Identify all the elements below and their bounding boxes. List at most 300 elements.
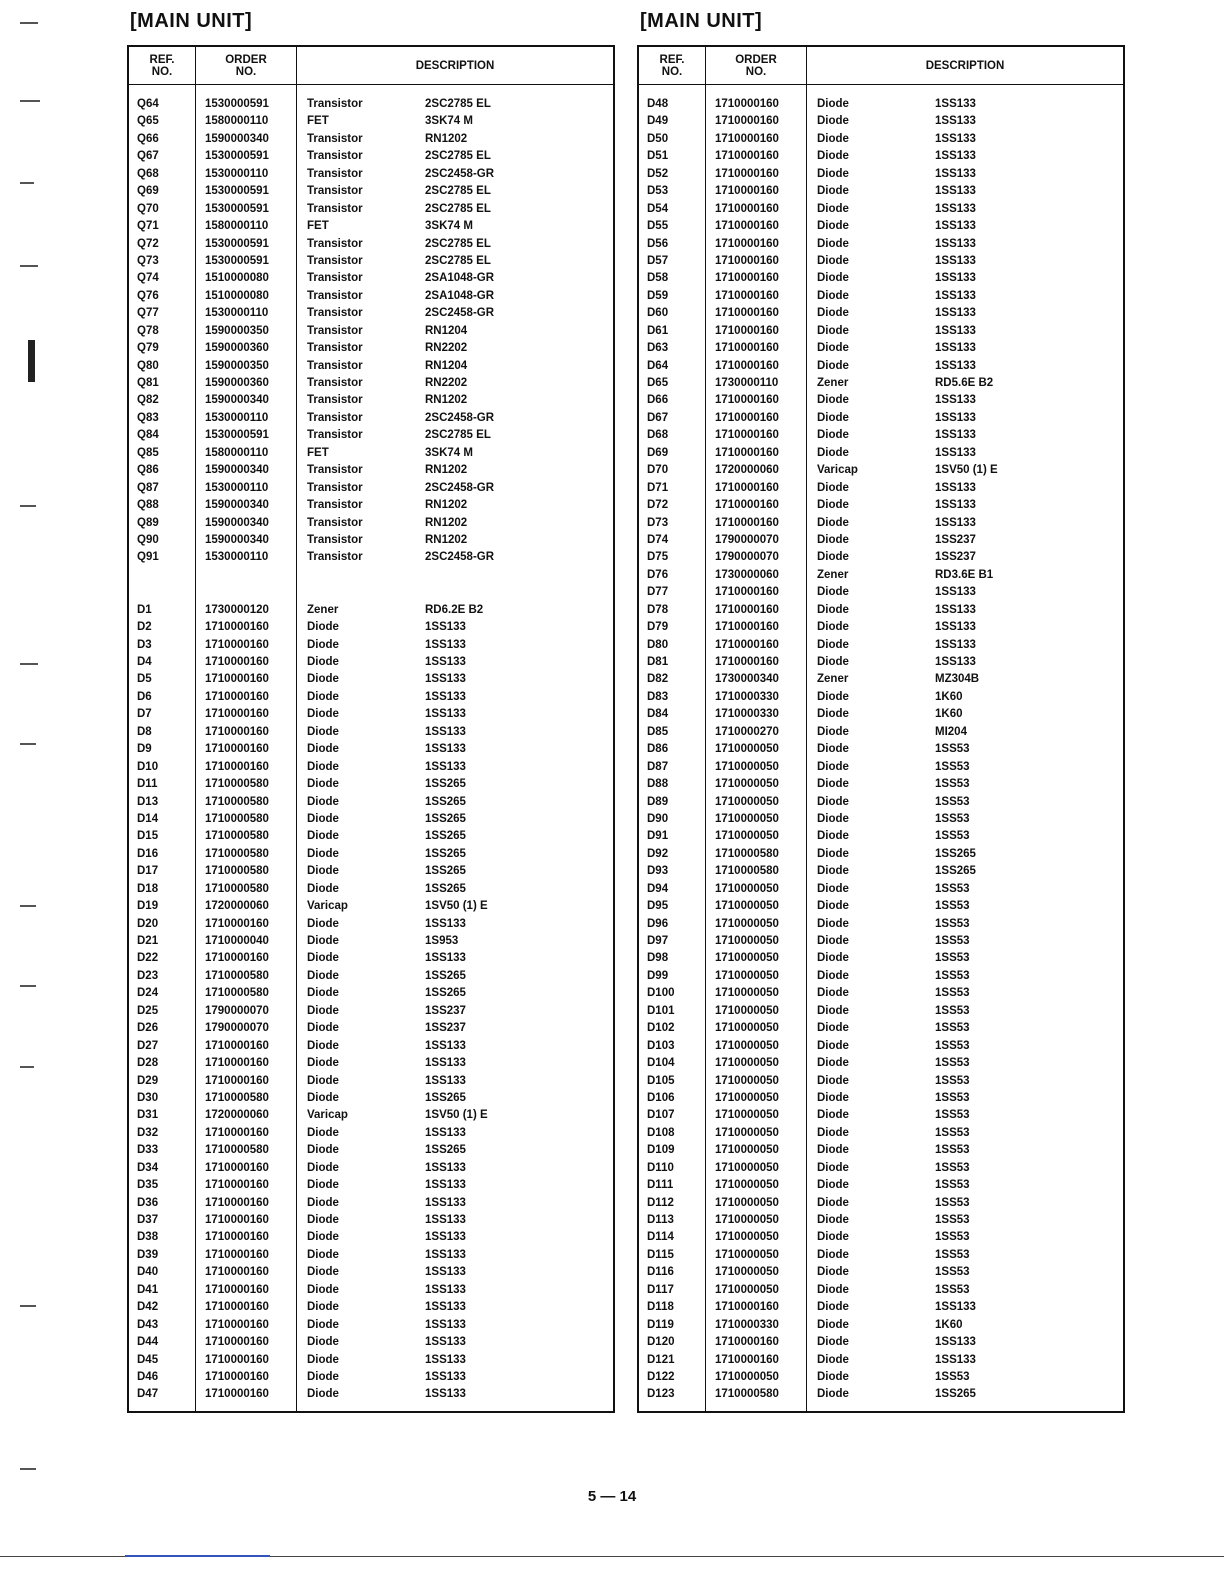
part-number-cell: 1SS265	[935, 1388, 976, 1401]
part-number-cell: 1SS133	[425, 1301, 466, 1314]
part-type-cell: Diode	[817, 586, 849, 599]
part-type-cell: Diode	[307, 1388, 339, 1401]
ref-no-cell: Q74	[137, 272, 159, 285]
ref-no-cell: Q67	[137, 150, 159, 163]
part-type-cell: Diode	[307, 1248, 339, 1261]
table-row	[129, 1352, 613, 1369]
table-row	[639, 113, 1123, 130]
order-no-cell: 1710000160	[205, 621, 269, 634]
table-row	[639, 741, 1123, 758]
ref-no-cell: D80	[647, 638, 669, 651]
part-number-cell: 1SS53	[935, 1144, 970, 1157]
ref-no-cell: D45	[137, 1353, 159, 1366]
part-type-cell: Diode	[307, 1039, 339, 1052]
part-type-cell: Diode	[817, 1022, 849, 1035]
order-no-cell: 1730000120	[205, 603, 269, 616]
ref-no-cell: D33	[137, 1144, 159, 1157]
ref-no-cell: D85	[647, 725, 669, 738]
description-header: DESCRIPTION	[925, 59, 1005, 72]
table-row	[129, 916, 613, 933]
part-number-cell: 1SS133	[425, 1057, 466, 1070]
margin-mark	[20, 663, 38, 665]
part-type-cell: Transistor	[307, 202, 363, 215]
margin-mark	[20, 22, 38, 24]
part-number-cell: 3SK74 M	[425, 220, 473, 233]
part-type-cell: Diode	[817, 1336, 849, 1349]
table-row	[639, 863, 1123, 880]
table-row	[129, 392, 613, 409]
ref-no-cell: D86	[647, 743, 669, 756]
table-row	[639, 1125, 1123, 1142]
part-number-cell: 1SS53	[935, 952, 970, 965]
ref-no-cell: D53	[647, 185, 669, 198]
order-no-cell: 1710000050	[715, 812, 779, 825]
table-row	[129, 253, 613, 270]
part-type-cell: Diode	[307, 1301, 339, 1314]
part-type-cell: Diode	[307, 1196, 339, 1209]
ref-no-cell: Q69	[137, 185, 159, 198]
ref-no-cell: D17	[137, 865, 159, 878]
part-type-cell: FET	[307, 220, 329, 233]
order-no-cell: 1790000070	[205, 1022, 269, 1035]
part-type-cell: Transistor	[307, 342, 363, 355]
order-no-cell: 1530000110	[205, 167, 269, 180]
part-type-cell: Diode	[817, 725, 849, 738]
ref-no-cell: Q78	[137, 324, 159, 337]
ref-no-cell: D77	[647, 586, 669, 599]
ref-no-cell: D13	[137, 795, 159, 808]
ref-no-cell: Q77	[137, 307, 159, 320]
part-type-cell: Diode	[307, 1074, 339, 1087]
ref-no-cell: D76	[647, 568, 669, 581]
order-no-cell: 1710000160	[715, 516, 779, 529]
part-type-cell: Diode	[817, 551, 849, 564]
order-no-cell: 1580000110	[205, 446, 269, 459]
part-type-cell: Diode	[307, 1161, 339, 1174]
ref-no-cell: D106	[647, 1091, 675, 1104]
ref-no-cell: D116	[647, 1266, 674, 1279]
right-parts-table	[637, 45, 1125, 1413]
part-type-cell: Diode	[307, 708, 339, 721]
table-row	[639, 724, 1123, 741]
order-no-cell: 1580000110	[205, 220, 269, 233]
part-number-cell: 1SS133	[425, 1248, 466, 1261]
part-type-cell: Diode	[817, 917, 849, 930]
part-type-cell: Diode	[307, 830, 339, 843]
order-no-cell: 1710000050	[715, 952, 779, 965]
part-number-cell: RN1202	[425, 499, 468, 512]
order-no-cell: 1710000160	[205, 1353, 269, 1366]
part-type-cell: Diode	[817, 690, 849, 703]
table-row	[639, 1247, 1123, 1264]
part-number-cell: 1SS133	[935, 167, 976, 180]
table-row	[129, 863, 613, 880]
order-no-cell: 1710000040	[205, 935, 269, 947]
part-number-cell: 1SS265	[425, 795, 466, 808]
table-row	[639, 1038, 1123, 1055]
order-no-cell: 1710000580	[715, 865, 779, 878]
part-type-cell: Diode	[817, 1179, 849, 1192]
ref-no-cell: D123	[647, 1388, 675, 1401]
order-no-cell: 1710000050	[715, 987, 779, 1000]
table-row	[129, 340, 613, 357]
table-row	[639, 846, 1123, 863]
order-no-cell: 1710000160	[205, 1214, 269, 1226]
order-no-cell: 1710000160	[205, 917, 269, 930]
ref-no-cell: D24	[137, 987, 159, 1000]
table-row	[639, 985, 1123, 1002]
order-no-cell: 1590000340	[205, 132, 269, 145]
part-number-cell: 1SS133	[935, 586, 976, 599]
ref-no-cell: D95	[647, 900, 669, 913]
order-no-cell: 1710000160	[715, 621, 779, 634]
table-row	[639, 497, 1123, 514]
part-number-cell: 1SS53	[935, 935, 970, 947]
table-row	[639, 1160, 1123, 1177]
order-no-cell: 1710000160	[715, 342, 779, 355]
order-no-cell: 1720000060	[205, 900, 269, 913]
ref-no-cell: D51	[647, 150, 669, 163]
ref-no-cell: Q76	[137, 289, 159, 302]
ref-no-cell: D67	[647, 411, 669, 424]
table-row	[129, 323, 613, 340]
part-number-cell: 1SS133	[935, 1336, 976, 1349]
part-number-cell: 1SS265	[935, 865, 976, 878]
part-type-cell: Transistor	[307, 289, 363, 302]
part-type-cell: Diode	[817, 1370, 849, 1383]
part-number-cell: 1SS133	[425, 1283, 466, 1296]
order-no-cell: 1710000160	[715, 324, 779, 337]
part-number-cell: 1SS133	[935, 516, 976, 529]
order-no-cell: 1530000591	[205, 202, 269, 215]
table-row	[639, 759, 1123, 776]
order-no-cell: 1730000060	[715, 568, 779, 581]
table-row	[639, 340, 1123, 357]
order-no-cell: 1710000050	[715, 1144, 779, 1157]
order-no-cell: 1710000160	[715, 185, 779, 198]
part-type-cell: Transistor	[307, 359, 363, 372]
table-row	[639, 706, 1123, 723]
table-row	[129, 846, 613, 863]
part-number-cell: RN1202	[425, 533, 468, 546]
part-number-cell: RN1202	[425, 464, 468, 477]
ref-no-cell: D10	[137, 760, 159, 773]
ref-no-cell: D23	[137, 969, 159, 982]
table-row	[129, 480, 613, 497]
order-no-cell: 1710000580	[205, 795, 269, 808]
table-row	[639, 794, 1123, 811]
order-no-cell: 1710000160	[205, 725, 269, 738]
part-number-cell: 1SS53	[935, 760, 970, 773]
ref-no-cell: D50	[647, 132, 669, 145]
order-no-cell: 1710000580	[205, 830, 269, 843]
order-no-cell: 1710000160	[715, 237, 779, 250]
ref-no-cell: Q80	[137, 359, 159, 372]
ref-no-cell: D48	[647, 98, 669, 110]
table-row	[639, 1003, 1123, 1020]
part-number-cell: RN2202	[425, 342, 468, 355]
table-row	[639, 811, 1123, 828]
order-no-cell: 1710000160	[715, 272, 779, 285]
ref-no-cell: D109	[647, 1144, 675, 1157]
table-row	[129, 654, 613, 671]
table-row	[129, 1003, 613, 1020]
table-row	[639, 619, 1123, 636]
part-type-cell: Diode	[817, 935, 849, 947]
table-row	[129, 410, 613, 427]
order-no-cell: 1710000330	[715, 690, 779, 703]
part-number-cell: 1SS133	[935, 132, 976, 145]
ref-no-cell: D25	[137, 1004, 159, 1017]
order-no-header: ORDER NO.	[735, 53, 777, 78]
table-row	[129, 1195, 613, 1212]
part-number-cell: 1SV50 (1) E	[425, 900, 488, 913]
table-row	[639, 445, 1123, 462]
part-type-cell: Transistor	[307, 499, 363, 512]
margin-mark	[20, 743, 36, 745]
table-row	[129, 1369, 613, 1386]
table-row	[129, 671, 613, 688]
part-number-cell: RN1204	[425, 359, 468, 372]
ref-no-cell: D6	[137, 690, 152, 703]
table-row	[129, 201, 613, 218]
part-type-cell: Diode	[817, 708, 849, 721]
table-row	[639, 1020, 1123, 1037]
ref-no-cell: D117	[647, 1283, 674, 1296]
part-type-cell: Transistor	[307, 307, 363, 320]
part-type-cell: Diode	[817, 1318, 849, 1331]
header-divider	[639, 84, 806, 85]
table-row	[129, 1247, 613, 1264]
part-number-cell: 2SA1048-GR	[425, 289, 495, 302]
part-type-cell: Diode	[817, 516, 849, 529]
ref-no-cell: D84	[647, 708, 669, 721]
ref-no-cell: D122	[647, 1370, 675, 1383]
table-row	[639, 358, 1123, 375]
ref-no-cell: D41	[137, 1283, 159, 1296]
order-no-cell: 1710000160	[205, 1057, 269, 1070]
ref-no-cell: D100	[647, 987, 675, 1000]
order-no-cell: 1710000160	[205, 760, 269, 773]
part-type-cell: Diode	[307, 1231, 339, 1244]
ref-no-cell: D8	[137, 725, 152, 738]
part-number-cell: 2SC2785 EL	[425, 237, 491, 250]
part-number-cell: 1SS133	[425, 621, 466, 634]
table-row	[639, 602, 1123, 619]
order-no-cell: 1710000050	[715, 760, 779, 773]
ref-no-cell: D118	[647, 1301, 674, 1314]
part-type-cell: Diode	[817, 394, 849, 407]
table-row	[639, 323, 1123, 340]
table-row	[129, 1299, 613, 1316]
part-type-cell: Transistor	[307, 324, 363, 337]
part-number-cell: 2SC2785 EL	[425, 98, 491, 110]
part-number-cell: 1SS265	[935, 847, 976, 860]
ref-no-cell: D88	[647, 778, 669, 791]
ref-no-cell: D4	[137, 656, 152, 668]
order-no-cell: 1710000160	[715, 220, 779, 233]
part-type-cell: Diode	[307, 969, 339, 982]
part-type-cell: Diode	[307, 812, 339, 825]
part-type-cell: Diode	[817, 342, 849, 355]
part-type-cell: Diode	[817, 656, 849, 668]
table-row	[129, 1229, 613, 1246]
ref-no-cell: D89	[647, 795, 669, 808]
table-row	[129, 898, 613, 915]
table-row	[639, 375, 1123, 392]
order-no-cell: 1710000050	[715, 1283, 779, 1296]
part-number-cell: 1SS53	[935, 987, 970, 1000]
part-type-cell: Diode	[817, 621, 849, 634]
part-number-cell: 1SS265	[425, 830, 466, 843]
part-type-cell: Diode	[817, 952, 849, 965]
part-type-cell: Zener	[817, 377, 849, 389]
part-number-cell: 1SS53	[935, 830, 970, 843]
ref-no-cell: Q64	[137, 98, 159, 110]
part-number-cell: 1SS133	[425, 690, 466, 703]
table-row	[129, 218, 613, 235]
part-type-cell: Transistor	[307, 98, 363, 110]
ref-no-cell: D79	[647, 621, 669, 634]
part-number-cell: 1SS53	[935, 1074, 970, 1087]
part-number-cell: 1SS133	[425, 952, 466, 965]
part-type-cell: Diode	[307, 1318, 339, 1331]
part-number-cell: 1SS133	[425, 656, 466, 668]
part-number-cell: RN1202	[425, 516, 468, 529]
table-row	[639, 567, 1123, 584]
order-no-cell: 1710000160	[715, 98, 779, 110]
order-no-cell: 1710000160	[715, 115, 779, 128]
table-row	[639, 253, 1123, 270]
part-type-cell: Diode	[817, 987, 849, 1000]
order-no-cell: 1710000160	[715, 394, 779, 407]
part-type-cell: Diode	[817, 1301, 849, 1314]
order-no-cell: 1710000160	[205, 1388, 269, 1401]
order-no-cell: 1710000580	[205, 1144, 269, 1157]
ref-no-cell: D38	[137, 1231, 159, 1244]
order-no-cell: 1710000160	[205, 743, 269, 756]
ref-no-cell: D21	[137, 935, 159, 947]
part-number-cell: 1SS265	[425, 987, 466, 1000]
ref-no-cell: D37	[137, 1214, 159, 1226]
ref-no-header: REF. NO.	[659, 53, 685, 78]
ref-no-cell: D54	[647, 202, 669, 215]
part-number-cell: 1SS53	[935, 1266, 970, 1279]
part-type-cell: Varicap	[817, 464, 858, 477]
part-type-cell: Diode	[307, 1370, 339, 1383]
part-type-cell: Diode	[307, 917, 339, 930]
part-number-cell: 1SS133	[425, 708, 466, 721]
ref-no-cell: D121	[647, 1353, 675, 1366]
part-type-cell: Transistor	[307, 132, 363, 145]
ref-no-cell: D120	[647, 1336, 675, 1349]
table-row	[639, 305, 1123, 322]
order-no-cell: 1530000591	[205, 150, 269, 163]
margin-mark	[20, 100, 40, 102]
part-number-cell: 1SS133	[425, 1266, 466, 1279]
ref-no-cell: D101	[647, 1004, 675, 1017]
ref-no-cell: D7	[137, 708, 152, 721]
part-type-cell: Diode	[307, 1266, 339, 1279]
table-row	[129, 270, 613, 287]
part-number-cell: 2SC2458-GR	[425, 551, 495, 564]
ref-no-cell: D26	[137, 1022, 159, 1035]
bottom-accent	[125, 1555, 270, 1557]
order-no-cell: 1710000160	[715, 359, 779, 372]
ref-no-cell: D27	[137, 1039, 159, 1052]
part-type-cell: Diode	[817, 1231, 849, 1244]
order-no-cell: 1710000160	[715, 411, 779, 424]
order-no-cell: 1710000160	[715, 656, 779, 668]
part-number-cell: 1SS53	[935, 900, 970, 913]
table-row	[129, 113, 613, 130]
table-row	[129, 881, 613, 898]
table-row	[129, 985, 613, 1002]
ref-no-cell: D91	[647, 830, 669, 843]
table-row	[639, 1334, 1123, 1351]
table-row	[129, 549, 613, 566]
order-no-cell: 1710000160	[715, 638, 779, 651]
order-no-cell: 1710000160	[715, 586, 779, 599]
table-row	[129, 1073, 613, 1090]
part-number-cell: 1SS133	[935, 1353, 976, 1366]
ref-no-cell: D64	[647, 359, 669, 372]
table-row	[639, 218, 1123, 235]
table-row	[639, 1352, 1123, 1369]
part-number-cell: 1SS237	[425, 1022, 466, 1035]
part-number-cell: 1SS53	[935, 743, 970, 756]
part-type-cell: Transistor	[307, 150, 363, 163]
ref-no-cell: D102	[647, 1022, 675, 1035]
order-no-cell: 1710000160	[205, 1231, 269, 1244]
part-type-cell: Diode	[817, 167, 849, 180]
table-row	[129, 1125, 613, 1142]
part-number-cell: 1SS133	[935, 603, 976, 616]
part-number-cell: 1SS133	[425, 743, 466, 756]
part-number-cell: 2SA1048-GR	[425, 272, 495, 285]
order-no-cell: 1710000050	[715, 1004, 779, 1017]
part-type-cell: Diode	[817, 743, 849, 756]
ref-no-cell: Q82	[137, 394, 159, 407]
part-number-cell: 1SS133	[425, 1126, 466, 1139]
table-row	[639, 515, 1123, 532]
order-no-cell: 1710000160	[715, 1353, 779, 1366]
ref-no-cell: Q91	[137, 551, 159, 564]
part-type-cell: Diode	[307, 725, 339, 738]
order-no-cell: 1530000591	[205, 429, 269, 442]
part-number-cell: 1SS133	[425, 1231, 466, 1244]
order-no-cell: 1590000340	[205, 533, 269, 546]
table-row	[639, 654, 1123, 671]
table-row	[129, 584, 613, 601]
part-number-cell: 1SS133	[935, 307, 976, 320]
order-no-cell: 1710000050	[715, 1248, 779, 1261]
part-number-cell: 1SS133	[425, 1179, 466, 1192]
ref-no-cell: D42	[137, 1301, 159, 1314]
ref-no-cell: D35	[137, 1179, 159, 1192]
order-no-cell: 1710000160	[205, 952, 269, 965]
part-number-cell: 1SS53	[935, 812, 970, 825]
part-number-cell: 1SS133	[935, 394, 976, 407]
table-row	[639, 392, 1123, 409]
table-row	[129, 741, 613, 758]
order-no-cell: 1710000160	[205, 1126, 269, 1139]
part-number-cell: 2SC2785 EL	[425, 150, 491, 163]
part-type-cell: Diode	[307, 743, 339, 756]
order-no-cell: 1530000110	[205, 481, 269, 494]
order-no-cell: 1720000060	[205, 1109, 269, 1122]
ref-no-cell: Q73	[137, 254, 159, 267]
